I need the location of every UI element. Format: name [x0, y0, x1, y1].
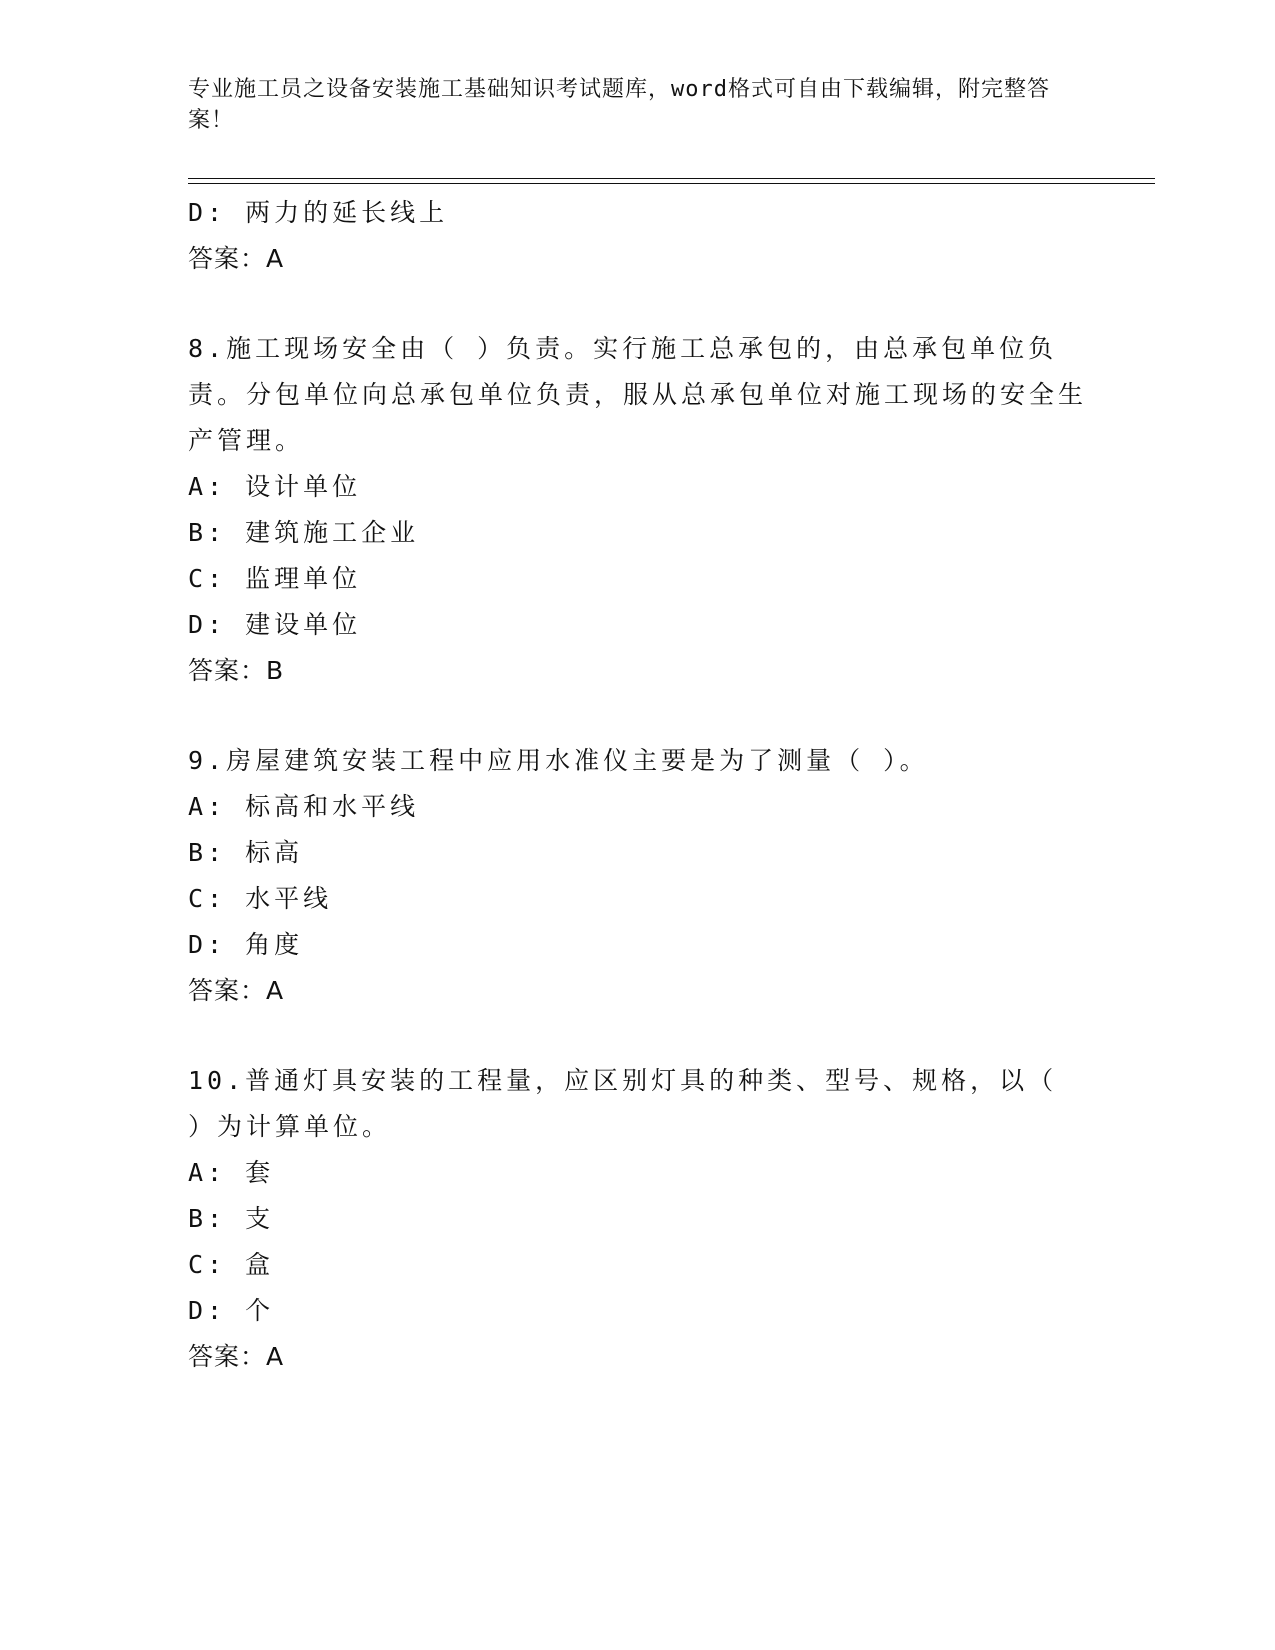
answer-line: 答案：A	[188, 1342, 285, 1371]
option-b: B: 标高	[188, 838, 304, 867]
question-list	[188, 190, 1088, 1380]
question-text: 8.施工现场安全由（ ）负责。实行施工总承包的，由总承包单位负责。分包单位向总承包单位负责，服从总承包单位对施工现场的安全生产管理。	[188, 334, 1088, 455]
option-d: D: 两力的延长线上	[188, 198, 449, 227]
header-divider-bottom	[188, 183, 1155, 184]
question-8	[188, 326, 1088, 694]
option-c: C: 盒	[188, 1250, 275, 1279]
option-a: A: 套	[188, 1158, 275, 1187]
option-c: C: 监理单位	[188, 564, 362, 593]
option-c: C: 水平线	[188, 884, 333, 913]
question-9	[188, 738, 1088, 1014]
option-a: A: 标高和水平线	[188, 792, 420, 821]
document-header: 专业施工员之设备安装施工基础知识考试题库，word格式可自由下载编辑，附完整答案！	[188, 77, 1050, 133]
option-d: D: 角度	[188, 930, 304, 959]
previous-question-tail	[188, 190, 1088, 282]
option-d: D: 建设单位	[188, 610, 362, 639]
answer-line: 答案：A	[188, 244, 285, 273]
header-divider-top	[188, 178, 1155, 179]
option-a: A: 设计单位	[188, 472, 362, 501]
answer-line: 答案：A	[188, 976, 285, 1005]
question-text: 9.房屋建筑安装工程中应用水准仪主要是为了测量（ ）。	[188, 746, 929, 775]
question-text: 10.普通灯具安装的工程量，应区别灯具的种类、型号、规格，以（ ）为计算单位。	[188, 1066, 1058, 1141]
answer-line: 答案：B	[188, 656, 285, 685]
option-b: B: 建筑施工企业	[188, 518, 420, 547]
option-d: D: 个	[188, 1296, 275, 1325]
option-b: B: 支	[188, 1204, 275, 1233]
question-10	[188, 1058, 1088, 1380]
